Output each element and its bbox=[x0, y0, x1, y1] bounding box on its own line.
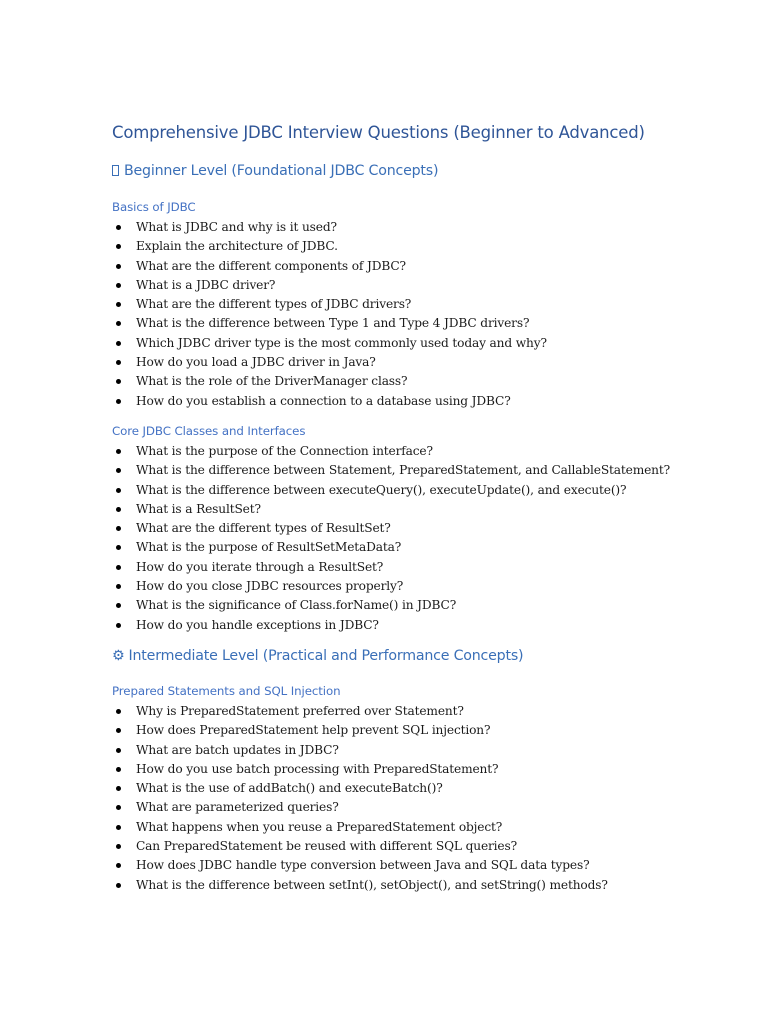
bullet-icon bbox=[116, 302, 121, 307]
list-item bbox=[112, 295, 547, 314]
bullet-icon bbox=[116, 545, 121, 550]
list-item bbox=[112, 558, 670, 577]
bullet-icon bbox=[116, 584, 121, 589]
bullet-icon bbox=[116, 767, 121, 772]
question-text: What is the purpose of ResultSetMetaData? bbox=[136, 540, 402, 555]
question-text: How do you load a JDBC driver in Java? bbox=[136, 355, 376, 370]
list-item bbox=[112, 481, 670, 500]
question-text: What is the role of the DriverManager class? bbox=[136, 374, 408, 389]
document-title: Comprehensive JDBC Interview Questions (Beginner to Advanced) bbox=[112, 123, 645, 142]
list-item bbox=[112, 353, 547, 372]
question-text: What is the significance of Class.forName() in JDBC? bbox=[136, 598, 457, 613]
question-text: What is the difference between Type 1 and Type 4 JDBC drivers? bbox=[136, 316, 530, 331]
question-text: What are batch updates in JDBC? bbox=[136, 742, 339, 757]
question-text: What is a JDBC driver? bbox=[136, 277, 276, 292]
list-item bbox=[112, 276, 547, 295]
question-text: Can PreparedStatement be reused with different SQL queries? bbox=[136, 839, 517, 854]
list-item bbox=[112, 314, 547, 333]
question-text: What are parameterized queries? bbox=[136, 800, 339, 815]
question-text: How does JDBC handle type conversion between Java and SQL data types? bbox=[136, 858, 590, 873]
bullet-icon bbox=[116, 488, 121, 493]
bullet-icon bbox=[116, 264, 121, 269]
list-item bbox=[112, 519, 670, 538]
question-text: How do you iterate through a ResultSet? bbox=[136, 559, 384, 574]
list-item bbox=[112, 818, 608, 837]
bullet-icon bbox=[116, 603, 121, 608]
bullet-icon bbox=[116, 805, 121, 810]
list-item bbox=[112, 461, 670, 480]
list-item bbox=[112, 798, 608, 817]
level-heading-beginner-label: Beginner Level (Foundational JDBC Concepts) bbox=[124, 163, 439, 179]
missing-glyph-box-icon bbox=[112, 165, 119, 176]
level-heading-intermediate bbox=[112, 648, 523, 664]
bullet-icon bbox=[116, 360, 121, 365]
list-item bbox=[112, 257, 547, 276]
list-item bbox=[112, 392, 547, 411]
bullet-icon bbox=[116, 507, 121, 512]
bullet-icon bbox=[116, 379, 121, 384]
bullet-icon bbox=[116, 283, 121, 288]
question-text: How do you handle exceptions in JDBC? bbox=[136, 617, 379, 632]
list-item bbox=[112, 596, 670, 615]
question-text: How do you establish a connection to a database using JDBC? bbox=[136, 393, 511, 408]
section-heading-basics-of-jdbc: Basics of JDBC bbox=[112, 200, 196, 214]
gear-icon: ⚙ bbox=[112, 648, 125, 664]
bullet-icon bbox=[116, 728, 121, 733]
list-item bbox=[112, 237, 547, 256]
bullet-icon bbox=[116, 863, 121, 868]
question-text: What are the different components of JDBC? bbox=[136, 258, 406, 273]
section-heading-core-jdbc-classes: Core JDBC Classes and Interfaces bbox=[112, 424, 306, 438]
bullet-icon bbox=[116, 709, 121, 714]
bullet-icon bbox=[116, 244, 121, 249]
question-text: How does PreparedStatement help prevent SQL injection? bbox=[136, 723, 491, 738]
list-item bbox=[112, 218, 547, 237]
list-item bbox=[112, 334, 547, 353]
question-text: How do you close JDBC resources properly? bbox=[136, 579, 404, 594]
question-list-core-jdbc-classes bbox=[112, 442, 670, 635]
question-list-prepared-statements bbox=[112, 702, 608, 895]
list-item bbox=[112, 856, 608, 875]
question-text: What is JDBC and why is it used? bbox=[136, 220, 337, 234]
question-text: What is the difference between Statement, PreparedStatement, and CallableStatement? bbox=[136, 463, 671, 478]
list-item bbox=[112, 779, 608, 798]
bullet-icon bbox=[116, 341, 121, 346]
bullet-icon bbox=[116, 825, 121, 830]
bullet-icon bbox=[116, 399, 121, 404]
question-text: Why is PreparedStatement preferred over Statement? bbox=[136, 704, 464, 718]
question-text: Which JDBC driver type is the most commonly used today and why? bbox=[136, 335, 547, 350]
section-heading-prepared-statements: Prepared Statements and SQL Injection bbox=[112, 684, 341, 698]
question-text: What is a ResultSet? bbox=[136, 501, 261, 516]
bullet-icon bbox=[116, 748, 121, 753]
list-item bbox=[112, 538, 670, 557]
list-item bbox=[112, 577, 670, 596]
bullet-icon bbox=[116, 526, 121, 531]
question-text: What happens when you reuse a PreparedStatement object? bbox=[136, 819, 503, 834]
list-item bbox=[112, 760, 608, 779]
question-text: Explain the architecture of JDBC. bbox=[136, 239, 338, 254]
question-text: How do you use batch processing with PreparedStatement? bbox=[136, 761, 499, 776]
list-item bbox=[112, 442, 670, 461]
bullet-icon bbox=[116, 468, 121, 473]
question-text: What is the difference between setInt(), setObject(), and setString() methods? bbox=[136, 877, 608, 892]
list-item bbox=[112, 616, 670, 635]
bullet-icon bbox=[116, 321, 121, 326]
list-item bbox=[112, 837, 608, 856]
level-heading-intermediate-label: Intermediate Level (Practical and Performance Concepts) bbox=[128, 648, 524, 664]
question-list-basics-of-jdbc bbox=[112, 218, 547, 411]
bullet-icon bbox=[116, 786, 121, 791]
question-text: What is the purpose of the Connection interface? bbox=[136, 444, 433, 458]
list-item bbox=[112, 741, 608, 760]
bullet-icon bbox=[116, 449, 121, 454]
question-text: What is the difference between executeQuery(), executeUpdate(), and execute()? bbox=[136, 482, 627, 497]
list-item bbox=[112, 372, 547, 391]
bullet-icon bbox=[116, 225, 121, 230]
list-item bbox=[112, 500, 670, 519]
bullet-icon bbox=[116, 844, 121, 849]
question-text: What is the use of addBatch() and executeBatch()? bbox=[136, 781, 443, 796]
bullet-icon bbox=[116, 883, 121, 888]
question-text: What are the different types of JDBC drivers? bbox=[136, 297, 412, 312]
list-item bbox=[112, 876, 608, 895]
list-item bbox=[112, 702, 608, 721]
bullet-icon bbox=[116, 565, 121, 570]
bullet-icon bbox=[116, 623, 121, 628]
list-item bbox=[112, 721, 608, 740]
level-heading-beginner bbox=[112, 163, 438, 179]
question-text: What are the different types of ResultSet? bbox=[136, 521, 391, 536]
